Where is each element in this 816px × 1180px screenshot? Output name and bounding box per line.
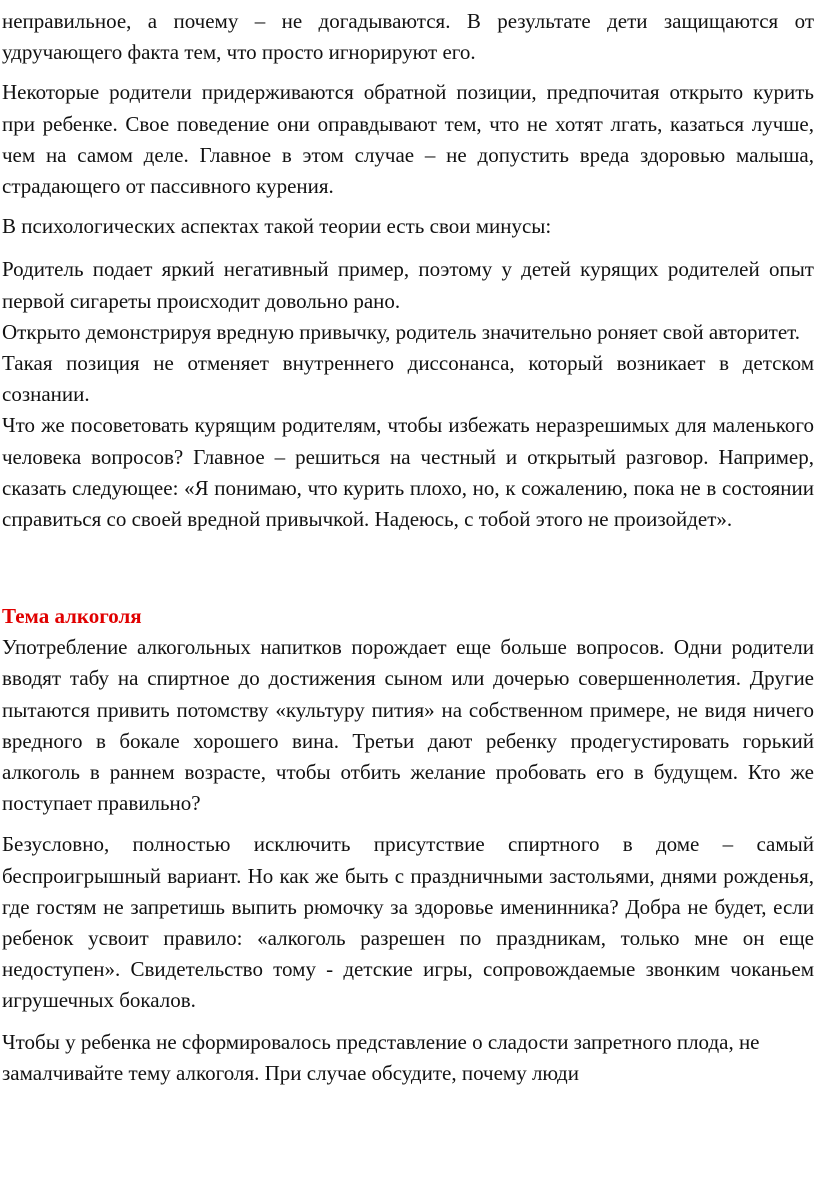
paragraph-alcohol-questions: Употребление алкогольных напитков порождает еще больше вопросов. Одни родители вводят табу на спиртное до достижения сыном или дочерью совершеннолетия. Другие пытаются привить потомству «культуру пития» на собственном примере, не видя ничего вредного в бокале хорошего вина. Третьи дают ребенку продегустировать горький алкоголь в раннем возрасте, чтобы отбить желание пробовать его в будущем. Кто же поступает правильно?	[2, 635, 814, 816]
paragraph-forbidden-fruit: Чтобы у ребенка не сформировалось представление о сладости запретного плода, не замалчивайте тему алкоголя. При случае обсудите, почему люди	[2, 1029, 760, 1085]
paragraph-negative-example: Родитель подает яркий негативный пример, поэтому у детей курящих родителей опыт первой сигареты происходит довольно рано.	[2, 257, 814, 313]
section-heading-alcohol: Тема алкоголя	[2, 604, 142, 629]
paragraph-psychological-aspects: В психологических аспектах такой теории есть свои минусы:	[2, 214, 552, 239]
paragraph-advice-smoking-parents: Что же посоветовать курящим родителям, чтобы избежать неразрешимых для маленького человека вопросов? Главное – решиться на честный и открытый разговор. Например, сказать следующее: «Я понимаю, что курить плохо, но, к сожалению, пока не в состоянии справиться со своей вредной привычкой. Надеюсь, с тобой этого не произойдет».	[2, 413, 814, 532]
paragraph-dissonance: Такая позиция не отменяет внутреннего диссонанса, который возникает в детском сознании.	[2, 351, 814, 407]
paragraph-children-ignore: неправильное, а почему – не догадываются. В результате дети защищаются от удручающего факта тем, что просто игнорируют его.	[2, 9, 814, 65]
paragraph-alcohol-at-home: Безусловно, полностью исключить присутствие спиртного в доме – самый беспроигрышный вариант. Но как же быть с праздничными застольями, днями рожденья, где гостям не запретишь выпить рюмочку за здоровье именинника? Добра не будет, если ребенок усвоит правило: «алкоголь разрешен по праздникам, только мне он еще недоступен». Свидетельство тому - детские игры, сопровождаемые звонким чоканьем игрушечных бокалов.	[2, 832, 814, 1013]
paragraph-smoking-openly: Некоторые родители придерживаются обратной позиции, предпочитая открыто курить при ребенке. Свое поведение они оправдывают тем, что не хотят лгать, казаться лучше, чем на самом деле. Главное в этом случае – не допустить вреда здоровью малыша, страдающего от пассивного курения.	[2, 80, 814, 199]
paragraph-authority: Открыто демонстрируя вредную привычку, родитель значительно роняет свой авторитет.	[2, 319, 801, 344]
